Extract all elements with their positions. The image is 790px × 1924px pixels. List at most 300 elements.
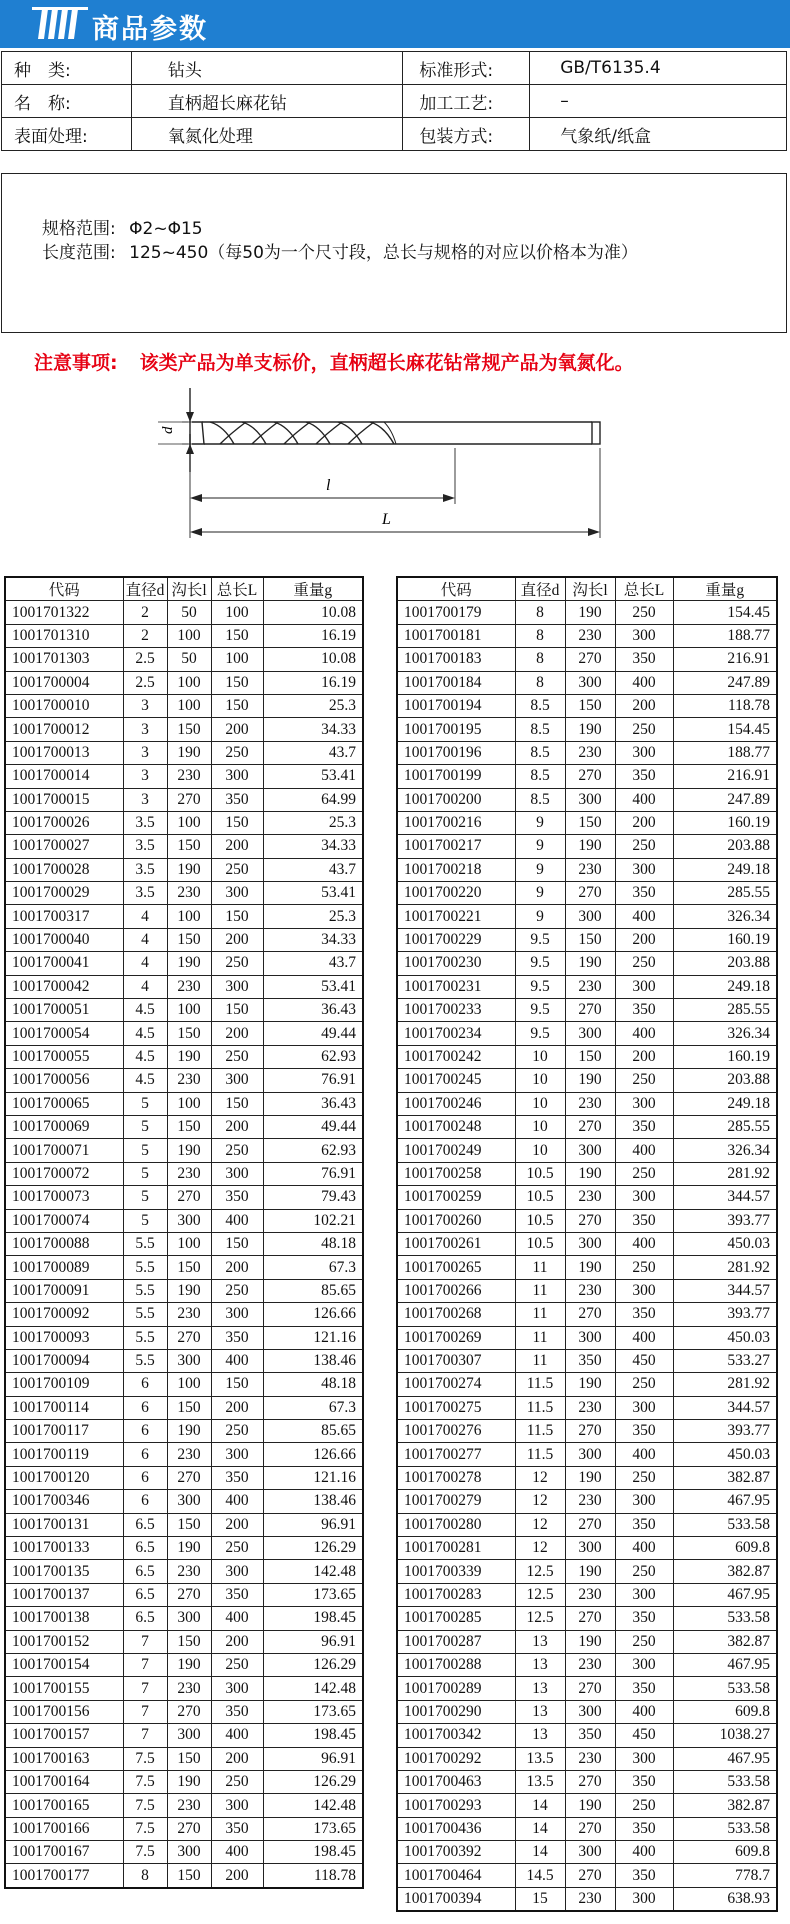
cell-flute-length: 270 [167,1186,211,1209]
cell-diameter: 10.5 [515,1162,565,1185]
cell-total-length: 200 [615,928,673,951]
cell-flute-length: 150 [167,928,211,951]
cell-diameter: 2 [123,601,167,624]
cell-weight: 326.34 [673,905,777,928]
range-box [1,173,787,333]
cell-total-length: 350 [211,1817,263,1840]
cell-diameter: 5.5 [123,1349,167,1372]
cell-flute-length: 100 [167,1092,211,1115]
cell-flute-length: 190 [565,1162,615,1185]
cell-total-length: 250 [615,1256,673,1279]
table-row [397,1022,777,1045]
cell-flute-length: 270 [167,788,211,811]
cell-flute-length: 150 [167,1864,211,1888]
cell-total-length: 200 [211,1513,263,1536]
cell-flute-length: 190 [167,1139,211,1162]
table-row [397,624,777,647]
param-value: GB/T6135.4 [530,52,787,85]
cell-diameter: 3 [123,788,167,811]
cell-code: 1001700114 [5,1396,123,1419]
cell-total-length: 200 [615,811,673,834]
table-row [5,1817,363,1840]
cell-weight: 198.45 [263,1607,363,1630]
cell-diameter: 3.5 [123,882,167,905]
cell-weight: 96.91 [263,1630,363,1653]
cell-code: 1001700069 [5,1115,123,1138]
cell-code: 1001700133 [5,1537,123,1560]
cell-flute-length: 270 [565,1607,615,1630]
cell-code: 1001700436 [397,1817,515,1840]
cell-code: 1001700157 [5,1724,123,1747]
cell-total-length: 400 [211,1209,263,1232]
cell-total-length: 300 [615,1279,673,1302]
cell-weight: 533.58 [673,1607,777,1630]
cell-diameter: 11.5 [515,1420,565,1443]
table-row [5,648,363,671]
cell-weight: 85.65 [263,1420,363,1443]
table-row [5,1677,363,1700]
cell-total-length: 400 [615,1700,673,1723]
cell-diameter: 4 [123,928,167,951]
cell-diameter: 4 [123,905,167,928]
cell-total-length: 200 [211,718,263,741]
cell-diameter: 3.5 [123,835,167,858]
cell-total-length: 350 [615,1770,673,1793]
cell-code: 1001700196 [397,741,515,764]
cell-weight: 533.58 [673,1513,777,1536]
cell-weight: 79.43 [263,1186,363,1209]
cell-flute-length: 100 [167,811,211,834]
cell-weight: 450.03 [673,1326,777,1349]
table-row [5,694,363,717]
cell-total-length: 250 [615,718,673,741]
cell-flute-length: 100 [167,624,211,647]
cell-flute-length: 230 [565,624,615,647]
spec-table-left [4,576,364,1889]
table-row [5,1560,363,1583]
cell-weight: 67.3 [263,1396,363,1419]
cell-flute-length: 230 [167,1560,211,1583]
cell-code: 1001700392 [397,1841,515,1864]
cell-flute-length: 230 [565,1396,615,1419]
table-row [5,1466,363,1489]
cell-weight: 393.77 [673,1209,777,1232]
cell-flute-length: 270 [167,1466,211,1489]
cell-weight: 344.57 [673,1279,777,1302]
table-row [5,1513,363,1536]
cell-weight: 34.33 [263,928,363,951]
cell-flute-length: 100 [167,671,211,694]
cell-total-length: 300 [211,765,263,788]
cell-diameter: 9.5 [515,928,565,951]
cell-weight: 25.3 [263,811,363,834]
cell-total-length: 400 [615,788,673,811]
table-row [397,1794,777,1817]
cell-weight: 160.19 [673,811,777,834]
flute-length-label: l [326,477,331,494]
table-row [5,1373,363,1396]
table-row [5,1092,363,1115]
cell-flute-length: 300 [565,1700,615,1723]
cell-code: 1001700093 [5,1326,123,1349]
table-row [397,1490,777,1513]
cell-diameter: 3 [123,765,167,788]
cell-total-length: 300 [211,975,263,998]
cell-diameter: 14 [515,1817,565,1840]
table-row [5,788,363,811]
cell-flute-length: 230 [167,1069,211,1092]
cell-total-length: 200 [211,835,263,858]
notice-label: 注意事项: [34,352,118,374]
cell-flute-length: 50 [167,648,211,671]
cell-code: 1001700464 [397,1864,515,1887]
cell-code: 1001700156 [5,1700,123,1723]
cell-diameter: 5 [123,1092,167,1115]
cell-code: 1001700131 [5,1513,123,1536]
cell-diameter: 4.5 [123,999,167,1022]
table-row [5,1724,363,1747]
cell-code: 1001700231 [397,975,515,998]
cell-flute-length: 150 [565,1045,615,1068]
cell-weight: 126.29 [263,1537,363,1560]
table-row [397,718,777,741]
table-row [397,1747,777,1770]
cell-code: 1001700071 [5,1139,123,1162]
cell-code: 1001700073 [5,1186,123,1209]
cell-diameter: 8 [515,624,565,647]
cell-weight: 154.45 [673,718,777,741]
table-row [397,694,777,717]
cell-flute-length: 270 [565,999,615,1022]
cell-flute-length: 300 [167,1490,211,1513]
table-row [5,1443,363,1466]
cell-total-length: 450 [615,1349,673,1372]
col-header-diameter: 直径d [515,577,565,601]
cell-total-length: 350 [615,1677,673,1700]
cell-total-length: 200 [211,1864,263,1888]
cell-total-length: 250 [615,1794,673,1817]
cell-code: 1001700242 [397,1045,515,1068]
cell-diameter: 10.5 [515,1232,565,1255]
cell-code: 1001700218 [397,858,515,881]
cell-total-length: 300 [211,1303,263,1326]
cell-total-length: 350 [615,1864,673,1887]
cell-total-length: 400 [211,1724,263,1747]
cell-flute-length: 300 [565,1537,615,1560]
cell-weight: 126.66 [263,1303,363,1326]
cell-total-length: 350 [615,1209,673,1232]
cell-code: 1001700293 [397,1794,515,1817]
cell-code: 1001700292 [397,1747,515,1770]
cell-code: 1001700230 [397,952,515,975]
table-row [397,928,777,951]
cell-diameter: 12 [515,1537,565,1560]
cell-total-length: 250 [211,1537,263,1560]
cell-flute-length: 270 [565,1513,615,1536]
cell-diameter: 3.5 [123,858,167,881]
cell-total-length: 400 [615,1537,673,1560]
cell-total-length: 300 [615,1887,673,1911]
cell-diameter: 12.5 [515,1607,565,1630]
cell-weight: 34.33 [263,718,363,741]
cell-diameter: 11 [515,1326,565,1349]
cell-flute-length: 100 [167,905,211,928]
cell-code: 1001700055 [5,1045,123,1068]
cell-code: 1001700317 [5,905,123,928]
cell-total-length: 250 [211,1045,263,1068]
cell-total-length: 350 [615,1420,673,1443]
cell-total-length: 350 [615,765,673,788]
table-row [397,1653,777,1676]
cell-total-length: 150 [211,694,263,717]
table-row [397,741,777,764]
cell-weight: 53.41 [263,882,363,905]
cell-total-length: 300 [615,1490,673,1513]
col-header-weight: 重量g [263,577,363,601]
cell-flute-length: 150 [167,718,211,741]
table-row [5,1537,363,1560]
cell-code: 1001700155 [5,1677,123,1700]
table-row [5,1396,363,1419]
cell-total-length: 150 [211,999,263,1022]
cell-total-length: 350 [615,999,673,1022]
cell-diameter: 3 [123,741,167,764]
cell-diameter: 7.5 [123,1841,167,1864]
cell-diameter: 10 [515,1115,565,1138]
table-row [397,1139,777,1162]
table-row [397,1630,777,1653]
cell-diameter: 6.5 [123,1607,167,1630]
cell-code: 1001700028 [5,858,123,881]
cell-weight: 34.33 [263,835,363,858]
cell-diameter: 6 [123,1396,167,1419]
cell-weight: 126.29 [263,1770,363,1793]
cell-weight: 138.46 [263,1349,363,1372]
cell-diameter: 8.5 [515,765,565,788]
cell-code: 1001700246 [397,1092,515,1115]
cell-total-length: 250 [615,1069,673,1092]
cell-flute-length: 230 [565,858,615,881]
cell-flute-length: 270 [565,1817,615,1840]
cell-weight: 247.89 [673,671,777,694]
cell-flute-length: 300 [565,788,615,811]
cell-diameter: 6 [123,1466,167,1489]
cell-flute-length: 190 [565,1256,615,1279]
cell-flute-length: 230 [565,1186,615,1209]
cell-weight: 102.21 [263,1209,363,1232]
table-row [5,1841,363,1864]
drill-diagram [150,382,610,558]
cell-weight: 450.03 [673,1232,777,1255]
table-row [397,1443,777,1466]
cell-weight: 10.08 [263,601,363,624]
spec-range-label: 规格范围: [42,219,116,239]
cell-weight: 160.19 [673,1045,777,1068]
cell-diameter: 8 [515,671,565,694]
table-row [5,1490,363,1513]
cell-weight: 533.58 [673,1817,777,1840]
table-row [5,928,363,951]
cell-flute-length: 190 [565,1069,615,1092]
cell-weight: 43.7 [263,952,363,975]
cell-total-length: 200 [211,928,263,951]
cell-diameter: 2.5 [123,648,167,671]
cell-code: 1001700056 [5,1069,123,1092]
brand-logo-icon [30,3,90,45]
table-row [397,1607,777,1630]
cell-code: 1001700179 [397,601,515,624]
param-label: 包装方式: [403,118,530,151]
cell-total-length: 300 [615,858,673,881]
cell-total-length: 350 [615,1303,673,1326]
cell-flute-length: 230 [565,1583,615,1606]
cell-code: 1001700268 [397,1303,515,1326]
cell-code: 1001700307 [397,1349,515,1372]
cell-flute-length: 270 [167,1700,211,1723]
cell-diameter: 13 [515,1630,565,1653]
cell-total-length: 200 [211,1747,263,1770]
cell-weight: 188.77 [673,741,777,764]
cell-diameter: 4 [123,952,167,975]
cell-code: 1001700217 [397,835,515,858]
cell-diameter: 7 [123,1724,167,1747]
table-row [5,1279,363,1302]
table-row [5,1139,363,1162]
cell-flute-length: 230 [565,1490,615,1513]
cell-weight: 382.87 [673,1794,777,1817]
col-header-flute-length: 沟长l [167,577,211,601]
cell-code: 1001700088 [5,1232,123,1255]
cell-code: 1001700167 [5,1841,123,1864]
table-header-row [5,577,363,601]
cell-code: 1001700259 [397,1186,515,1209]
cell-flute-length: 300 [565,1232,615,1255]
cell-total-length: 300 [211,1560,263,1583]
table-row [397,1513,777,1536]
cell-total-length: 100 [211,601,263,624]
cell-weight: 96.91 [263,1747,363,1770]
table-row [5,671,363,694]
cell-flute-length: 50 [167,601,211,624]
cell-code: 1001700026 [5,811,123,834]
cell-flute-length: 300 [565,1443,615,1466]
cell-diameter: 11 [515,1279,565,1302]
cell-code: 1001700013 [5,741,123,764]
cell-code: 1001700119 [5,1443,123,1466]
table-row [397,858,777,881]
cell-code: 1001700138 [5,1607,123,1630]
diameter-label: d [160,426,176,434]
table-row [397,1326,777,1349]
table-row [397,999,777,1022]
cell-diameter: 6 [123,1420,167,1443]
cell-flute-length: 300 [167,1607,211,1630]
cell-weight: 48.18 [263,1373,363,1396]
param-label: 加工工艺: [403,85,530,118]
cell-flute-length: 150 [565,928,615,951]
cell-flute-length: 190 [167,952,211,975]
table-row [397,1279,777,1302]
cell-flute-length: 270 [565,1115,615,1138]
param-row [2,118,787,151]
cell-weight: 25.3 [263,694,363,717]
cell-total-length: 350 [211,1326,263,1349]
cell-weight: 53.41 [263,765,363,788]
cell-code: 1001700029 [5,882,123,905]
table-row [397,835,777,858]
cell-flute-length: 300 [167,1841,211,1864]
cell-total-length: 350 [615,1817,673,1840]
cell-total-length: 200 [211,1115,263,1138]
cell-flute-length: 350 [565,1349,615,1372]
cell-weight: 16.19 [263,624,363,647]
table-row [5,882,363,905]
cell-total-length: 300 [211,1443,263,1466]
cell-flute-length: 190 [565,952,615,975]
table-row [397,1724,777,1747]
table-row [5,1022,363,1045]
cell-code: 1001700041 [5,952,123,975]
cell-code: 1001700163 [5,1747,123,1770]
cell-total-length: 400 [211,1607,263,1630]
cell-code: 1001700233 [397,999,515,1022]
cell-code: 1001700283 [397,1583,515,1606]
cell-code: 1001700275 [397,1396,515,1419]
table-row [397,765,777,788]
cell-code: 1001700277 [397,1443,515,1466]
cell-total-length: 350 [211,788,263,811]
cell-weight: 344.57 [673,1396,777,1419]
cell-flute-length: 270 [167,1326,211,1349]
cell-total-length: 300 [211,882,263,905]
cell-code: 1001700074 [5,1209,123,1232]
cell-flute-length: 150 [565,694,615,717]
cell-flute-length: 190 [565,835,615,858]
cell-total-length: 400 [615,1443,673,1466]
cell-diameter: 10 [515,1139,565,1162]
cell-diameter: 10 [515,1045,565,1068]
cell-flute-length: 270 [167,1817,211,1840]
cell-weight: 96.91 [263,1513,363,1536]
cell-diameter: 3 [123,694,167,717]
cell-total-length: 250 [615,1560,673,1583]
table-row [5,1630,363,1653]
cell-flute-length: 100 [167,1232,211,1255]
table-row [397,1092,777,1115]
table-row [397,601,777,624]
cell-diameter: 10 [515,1069,565,1092]
cell-code: 1001700135 [5,1560,123,1583]
cell-total-length: 250 [615,835,673,858]
table-row [5,1186,363,1209]
cell-code: 1001700289 [397,1677,515,1700]
cell-code: 1001700278 [397,1466,515,1489]
cell-code: 1001700181 [397,624,515,647]
cell-total-length: 250 [211,1420,263,1443]
page-header [0,0,790,48]
table-row [397,671,777,694]
cell-code: 1001700065 [5,1092,123,1115]
cell-diameter: 8.5 [515,788,565,811]
cell-weight: 216.91 [673,648,777,671]
cell-code: 1001700014 [5,765,123,788]
cell-weight: 62.93 [263,1139,363,1162]
cell-weight: 142.48 [263,1560,363,1583]
spec-range-value: Φ2~Φ15 [129,219,203,239]
cell-diameter: 12.5 [515,1583,565,1606]
cell-flute-length: 300 [565,1841,615,1864]
cell-code: 1001700245 [397,1069,515,1092]
